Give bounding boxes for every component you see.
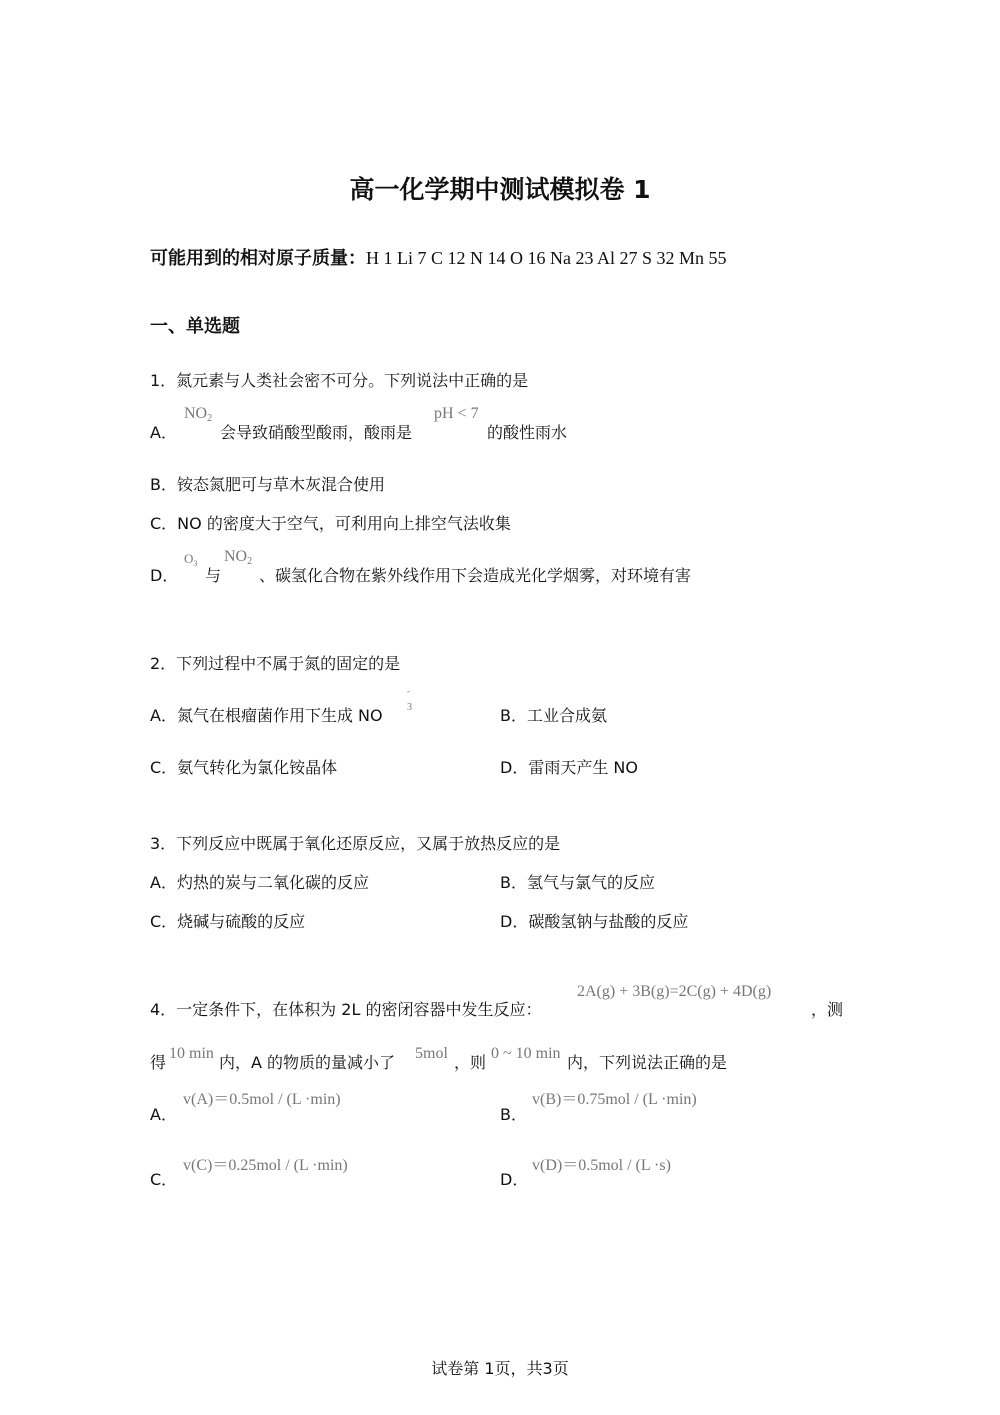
atomic-mass-values: H 1 Li 7 C 12 N 14 O 16 Na 23 Al 27 S 32 Mn 55 (366, 248, 727, 268)
q4-a-label: A． (150, 1105, 177, 1124)
q1-a-formula-ph: pH < 7 (434, 405, 479, 422)
q2-a-sub: 3 (407, 702, 412, 713)
q2-option-d: D．雷雨天产生 NO (500, 758, 638, 777)
q3-stem: 3．下列反应中既属于氧化还原反应，又属于放热反应的是 (150, 834, 561, 853)
q2-option-c: C．氨气转化为氯化铵晶体 (150, 758, 338, 777)
q4-c-label: C． (150, 1170, 178, 1189)
q3-option-b: B．氢气与氯气的反应 (500, 873, 655, 892)
q1-d-label: D． (150, 566, 179, 585)
section-heading: 一、单选题 (150, 316, 240, 337)
q4-stem-line2-b: 内，A 的物质的量减小了 (219, 1053, 396, 1072)
q4-stem-line1: 4．一定条件下，在体积为 2L 的密闭容器中发生反应： (150, 1000, 542, 1019)
q4-a-formula: v(A)＝0.5mol / (L ·min) (183, 1091, 341, 1108)
q4-b-label: B． (500, 1105, 527, 1124)
q2-stem: 2．下列过程中不属于氮的固定的是 (150, 654, 401, 673)
atomic-mass-label: 可能用到的相对原子质量： (150, 248, 366, 269)
q4-b-formula: v(B)＝0.75mol / (L ·min) (532, 1091, 697, 1108)
q3-option-d: D．碳酸氢钠与盐酸的反应 (500, 912, 689, 931)
q2-option-b: B．工业合成氨 (500, 706, 607, 725)
q4-stem-line2-c: ，则 (454, 1053, 487, 1072)
atomic-mass-line (150, 244, 727, 270)
q1-option-b: B．铵态氮肥可与草木灰混合使用 (150, 475, 385, 494)
q3-option-a: A．灼热的炭与二氧化碳的反应 (150, 873, 369, 892)
q2-a-sup: - (407, 686, 410, 696)
page-title: 高一化学期中测试模拟卷 1 (349, 175, 651, 204)
q1-a-label: A． (150, 423, 177, 442)
q1-a-text1: 会导致硝酸型酸雨，酸雨是 (220, 423, 413, 442)
q4-d-formula: v(D)＝0.5mol / (L ·s) (532, 1157, 671, 1174)
q1-d-text1: 与 (205, 566, 222, 585)
q1-a-text2: 的酸性雨水 (487, 423, 568, 442)
q1-option-c: C．NO 的密度大于空气，可利用向上排空气法收集 (150, 514, 511, 533)
q2-option-a: A．氮气在根瘤菌作用下生成 NO (150, 706, 383, 725)
q1-d-formula-no2: $NO_2$ (224, 548, 253, 567)
q4-equation: 2A(g) + 3B(g)=2C(g) + 4D(g) (577, 983, 772, 1000)
q4-stem-line2-a: 得 (150, 1053, 167, 1072)
q1-d-text2: 、碳氢化合物在紫外线作用下会造成光化学烟雾，对环境有害 (259, 566, 692, 585)
q4-range: 0 ~ 10 min (491, 1045, 561, 1062)
q4-time: 10 min (169, 1045, 214, 1062)
page-footer: 试卷第 1页，共3页 (431, 1359, 569, 1378)
q4-c-formula: v(C)＝0.25mol / (L ·min) (183, 1157, 348, 1174)
q4-amount: 5mol (415, 1045, 448, 1062)
q3-option-c: C．烧碱与硫酸的反应 (150, 912, 306, 931)
q4-stem-line1-end: ，测 (811, 1000, 844, 1019)
q1-option-a (150, 420, 177, 443)
q1-d-formula-o3: $O_3$ (184, 551, 198, 568)
q1-a-formula-no2: $NO_2$ (184, 405, 213, 424)
q1-stem: 1．氮元素与人类社会密不可分。下列说法中正确的是 (150, 371, 529, 390)
q4-d-label: D． (500, 1170, 529, 1189)
q4-stem-line2-d: 内，下列说法正确的是 (567, 1053, 728, 1072)
